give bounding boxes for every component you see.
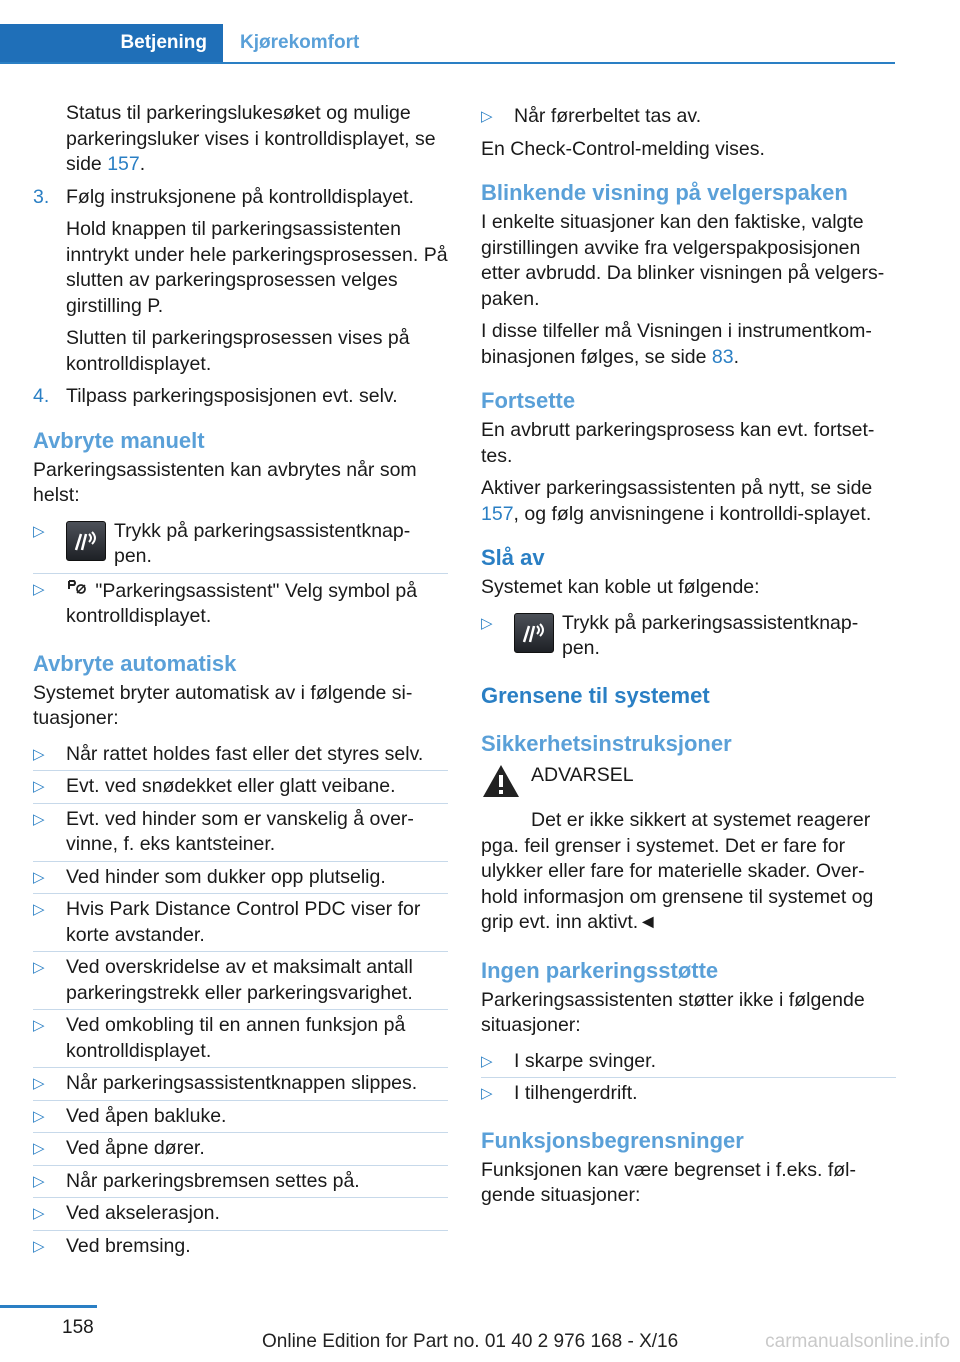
step-number: 3. [33,185,50,208]
triangle-bullet-icon: ▷ [33,810,45,828]
page-link[interactable]: 83 [711,345,734,368]
triangle-bullet-icon: ▷ [481,108,493,125]
triangle-bullet-icon: ▷ [33,1140,45,1157]
warning-text: Det er ikke sikkert at systemet reagerer pga. feil grenser i systemet. Det er fare for ulykker eller fare for materielle skader. Over‐hold informasjon om grensene til systemet og grip evt. inn aktivt.◄ [481,809,874,933]
tab-kjorekomfort[interactable]: Kjørekomfort [240,32,360,53]
triangle-bullet-icon: ▷ [481,1052,493,1070]
auto-list [33,739,448,1263]
heading-off: Slå av [481,545,545,570]
triangle-bullet-icon: ▷ [481,1085,493,1102]
edition-text: Online Edition for Part no. 01 40 2 976 168 - X/16 [262,1331,679,1352]
left-column [33,101,448,1262]
step-number: 4. [33,385,50,407]
list-item: ▷ I skarpe svinger. [481,1046,896,1079]
heading-blink: Blinkende visning på velgerspaken [481,180,848,205]
list-item: ▷ Trykk på parkeringsassistentknap‐pen. [481,611,859,659]
heading-auto-cancel: Avbryte automatisk [33,650,237,676]
tab-betjening[interactable]: Betjening [0,24,223,62]
list-item: ▷ Ved åpne dører. [33,1133,448,1166]
triangle-bullet-icon: ▷ [33,959,45,976]
list-item: ▷ Ved bremsing. [33,1231,448,1263]
list-item: ▷ I tilhengerdrift. [481,1078,896,1110]
list-item: ▷ Når rattet holdes fast eller det styres selv. [33,739,448,772]
triangle-bullet-icon: ▷ [33,1017,45,1034]
triangle-bullet-icon: ▷ [33,778,45,795]
parking-assistant-button-icon [66,521,106,561]
heading-continue: Fortsette [481,388,576,413]
list-item: ▷ Evt. ved snødekket eller glatt veibane. [33,771,448,804]
no-support-list [481,1046,896,1110]
watermark: carmanualsonline.info [765,1331,950,1352]
list-item: ▷ Ved akselerasjon. [33,1198,448,1231]
triangle-bullet-icon: ▷ [33,1075,45,1092]
auto-text: Systemet bryter automatisk av i følgende si‐tuasjoner: [33,681,413,729]
footer-rule [0,1305,97,1308]
heading-limits: Grensene til systemet [481,682,710,708]
triangle-bullet-icon: ▷ [33,580,45,598]
page-link[interactable]: 157 [107,153,140,175]
manual-text: Parkeringsassistenten kan avbrytes når som helst: [33,458,417,506]
warning-block [481,763,896,807]
parking-symbol-icon [66,580,90,602]
parking-assistant-button-icon [514,613,554,653]
warning-triangle-icon [481,763,521,807]
step-3: 3. Følg instruksjonene på kontrolldisplayet. Hold knappen til parkeringsassistenten inntrykt under hele parkeringsprosessen. På slutten av parkeringsprosessen velges girstilling P. Slutten til parkeringsprosessen vises på kontrolldisplayet. [33,185,448,375]
list-item: ▷ Ved overskridelse av et maksimalt antall parkeringstrekk eller parkeringsvarighet. [33,952,448,1010]
list-item: ▷ Når parkeringsbremsen settes på. [33,1166,448,1199]
triangle-bullet-icon: ▷ [33,1205,45,1222]
intro-paragraph: Status til parkeringslukesøket og mulige parkeringsluker vises i kontrolldisplayet, se side 157. [66,102,436,175]
list-item: ▷ Ved åpen bakluke. [33,1101,448,1134]
check-control-text: En Check-Control-melding vises. [481,137,765,160]
triangle-bullet-icon: ▷ [33,1237,45,1255]
warning-title: ADVARSEL [531,763,634,786]
triangle-bullet-icon: ▷ [481,614,493,632]
heading-safety: Sikkerhetsinstruksjoner [481,730,732,756]
triangle-bullet-icon: ▷ [33,901,45,918]
heading-func-limits: Funksjonsbegrensninger [481,1127,744,1153]
page-number: 158 [62,1317,94,1338]
list-item: ▷ "Parkeringsassistent" Velg symbol på kontrolldisplayet. [33,574,448,633]
list-item: ▷ Ved hinder som dukker opp plutselig. [33,862,448,895]
triangle-bullet-icon: ▷ [33,522,45,540]
header-bar [0,24,895,64]
list-item: ▷ Trykk på parkeringsassistentknap‐pen. [33,516,448,574]
triangle-bullet-icon: ▷ [33,745,45,763]
right-column: ▷ Når førerbeltet tas av. En Check-Control-melding vises. Blinkende visning på velgerspaken I enkelte situasjoner kan den faktiske, valgte girstillingen avvike fra velgerspakposisjonen etter avbrudd. Da blinker visningen på velgers‐paken. I disse tilfeller må Visningen i instrumentkom‐binasjonen følges, se side 83. Fortsette En avbrutt parkeringsprosess kan evt. fortset‐tes. Aktiver parkeringsassistenten på nytt, se side 157, og følg anvisningene i kontrolldi‐splayet. Slå av Systemet kan koble ut følgende: ▷ Trykk på parkeringsassistentknap‐pen. Grensene til systemet Sikkerhetsinstruksjoner ADVARSEL Det er ikke sikkert at systemet reagerer pga. feil grenser i systemet. Det er fare for ulykker eller fare for materielle skader. Over‐hold informasjon om grensene til systemet og grip evt. inn aktivt.◄ Ingen parkeringsstøtte Parkeringsassistenten støtter ikke i følgende situasjoner: ▷ I skarpe svinger. ▷ I tilhengerdrift. Funksjonsbegrensninger Funksjonen kan være begrenset i f.eks. føl‐gende situasjoner: [481,101,896,1216]
heading-no-support: Ingen parkeringsstøtte [481,957,719,983]
triangle-bullet-icon: ▷ [33,868,45,886]
page-link[interactable]: 157 [481,502,514,525]
step-4: 4. Tilpass parkeringsposisjonen evt. selv. [33,384,448,410]
manual-list [33,516,448,633]
list-item: ▷ Evt. ved hinder som er vanskelig å over‐vinne, f. eks kantsteiner. [33,804,448,862]
heading-manual-cancel: Avbryte manuelt [33,427,205,453]
list-item: ▷ Når førerbeltet tas av. [481,101,896,133]
list-item: ▷ Når parkeringsassistentknappen slippes. [33,1068,448,1101]
list-item: ▷ Hvis Park Distance Control PDC viser for korte avstander. [33,894,448,952]
triangle-bullet-icon: ▷ [33,1107,45,1125]
list-item: ▷ Ved omkobling til en annen funksjon på kontrolldisplayet. [33,1010,448,1068]
triangle-bullet-icon: ▷ [33,1172,45,1190]
